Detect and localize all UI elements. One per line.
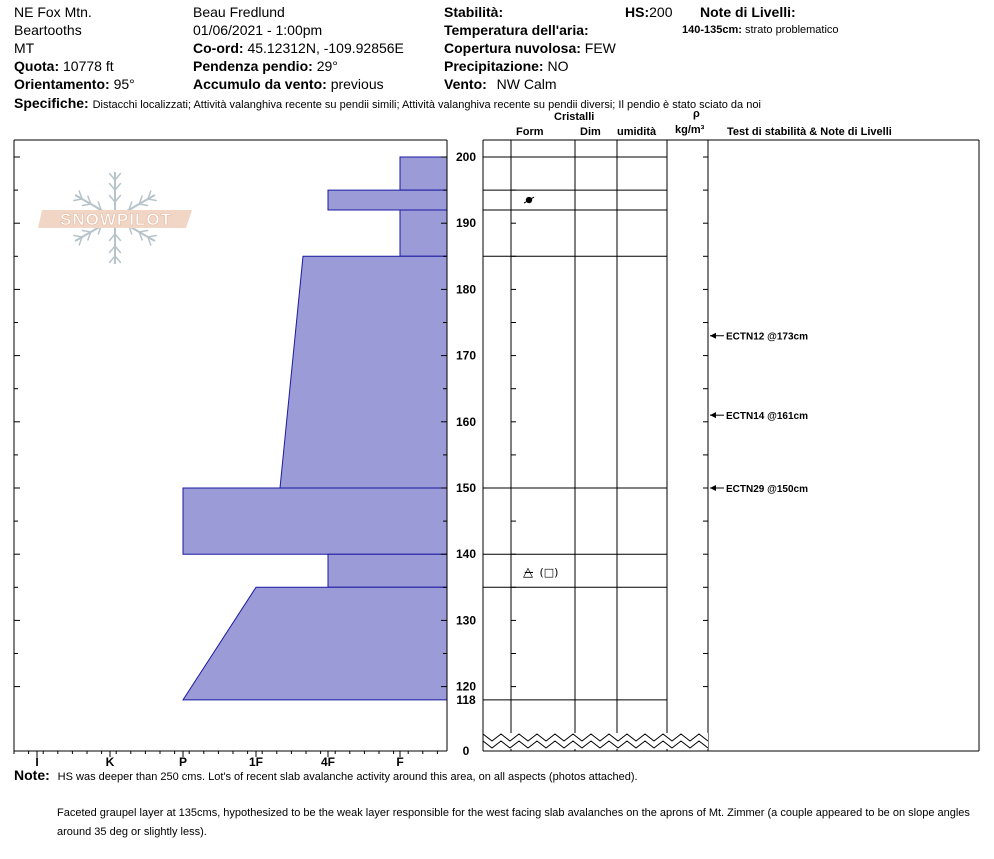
- hardness-layer-2: [400, 210, 447, 256]
- snowflake-branch: [73, 235, 82, 237]
- depth-label-190: 190: [455, 216, 477, 231]
- specifics-label: Specifiche:: [14, 95, 89, 111]
- coord-value: 45.12312N, -109.92856E: [247, 40, 404, 56]
- wind-label: Vento:: [444, 76, 487, 92]
- hardness-layer-6: [183, 587, 447, 700]
- stability-test-arrowhead: [710, 485, 716, 491]
- sky-value: FEW: [584, 40, 616, 56]
- hardness-layer-3: [280, 256, 447, 488]
- notes: [14, 767, 638, 784]
- depth-label-118: 118: [456, 692, 476, 707]
- hs-value: 200: [649, 4, 673, 20]
- date-time: 01/06/2021 - 1:00pm: [193, 22, 323, 38]
- aspect-label: Orientamento:: [14, 76, 110, 92]
- hardness-label-F: F: [396, 755, 404, 769]
- form-header: Form: [516, 126, 544, 138]
- wind-loading-value: previous: [330, 76, 384, 92]
- notes-line2: Faceted graupel layer at 135cms, hypothesized to be the weak layer responsible for the west facing slab avalanches on the aprons of Mt. Zimmer (a couple appeared to be on slope angles around 35 deg or slightly less).: [57, 807, 970, 838]
- stability-test-arrowhead: [710, 333, 716, 339]
- snowflake-branch: [73, 199, 82, 201]
- notes-line1: HS was deeper than 250 cms. Lot's of recent slab avalanche activity around this area, on all aspects (photos attached).: [57, 771, 638, 783]
- depth-label-160: 160: [455, 414, 477, 429]
- state: MT: [14, 40, 35, 56]
- rho-header: ρ: [693, 108, 700, 120]
- stability-test-label: ECTN29 @150cm: [726, 484, 809, 495]
- location-name: NE Fox Mtn.: [14, 4, 92, 20]
- snowflake-branch: [139, 204, 148, 206]
- precip-label: Precipitazione:: [444, 58, 544, 74]
- depth-label-120: 120: [455, 679, 477, 694]
- snowflake-branch: [139, 230, 148, 232]
- hardness-label-I: I: [35, 755, 39, 769]
- stability-test-label: ECTN14 @161cm: [726, 411, 809, 423]
- air-temp-label: Temperatura dell'aria:: [444, 22, 589, 38]
- hs-label: HS:: [625, 4, 650, 20]
- layer-notes-label: Note di Livelli:: [700, 4, 796, 20]
- crystal-table: [483, 140, 979, 751]
- depth-label-200: 200: [455, 150, 477, 164]
- dim-header: Dim: [580, 126, 601, 138]
- snowpilot-logo: [38, 172, 192, 264]
- density-unit-header: kg/m³: [675, 124, 705, 136]
- coord-label: Co-ord:: [193, 40, 244, 56]
- elevation-label: Quota:: [14, 58, 60, 74]
- hardness-layer-0: [400, 157, 447, 190]
- elevation-value: 10778 ft: [63, 58, 114, 74]
- layer-note-range: 140-135cm:: [682, 24, 742, 36]
- snowflake-branch: [82, 230, 91, 232]
- depth-label-170: 170: [455, 348, 477, 363]
- depth-label-150: 150: [455, 481, 477, 495]
- stability-label: Stabilità:: [444, 4, 504, 20]
- hardness-layer-5: [328, 554, 447, 587]
- mountain-range: Beartooths: [14, 22, 82, 38]
- notes-label: Note:: [14, 767, 50, 783]
- precip-value: NO: [547, 58, 569, 74]
- stability-test-label: ECTN12 @173cm: [726, 331, 809, 343]
- hardness-label-4F: 4F: [320, 755, 336, 769]
- snowflake-branch: [82, 204, 91, 206]
- secondary-crystal-symbol: (□): [539, 565, 559, 579]
- snowflake-branch: [148, 199, 157, 201]
- hardness-profile: [183, 157, 447, 700]
- observer-name: Beau Fredlund: [193, 4, 285, 20]
- hardness-label-P: P: [178, 755, 188, 769]
- stability-tests-header: Test di stabilità & Note di Livelli: [727, 126, 892, 138]
- depth-label-130: 130: [455, 613, 477, 628]
- logo-text: SNOWPILOT: [60, 210, 172, 229]
- moisture-header: umidità: [617, 126, 657, 138]
- crystals-header: Cristalli: [554, 111, 595, 123]
- hardness-layer-4: [183, 488, 447, 554]
- hardness-label-K: K: [105, 755, 115, 769]
- snowflake-branch: [148, 235, 157, 237]
- slope-value: 29°: [316, 58, 338, 74]
- depth-label-180: 180: [455, 282, 477, 297]
- depth-label-0: 0: [462, 744, 470, 758]
- stability-tests: [710, 332, 808, 495]
- depth-label-140: 140: [455, 547, 477, 562]
- sky-label: Copertura nuvolosa:: [444, 40, 581, 56]
- layer-note-text: strato problematico: [745, 24, 839, 36]
- wind-loading-label: Accumulo da vento:: [193, 76, 327, 92]
- specifics-text: Distacchi localizzati; Attività valanghiva recente su pendii simili; Attività valanghiva recente su pendii diversi; Il pendio è stato sciato da noi: [92, 99, 761, 111]
- slope-label: Pendenza pendio:: [193, 58, 313, 74]
- stability-test-arrowhead: [710, 412, 716, 418]
- faceted-graupel-symbol: △̶: [523, 564, 533, 580]
- aspect-value: 95°: [113, 76, 135, 92]
- hardness-layer-1: [328, 190, 447, 210]
- hardness-label-1F: 1F: [248, 755, 264, 769]
- wind-value: NW Calm: [496, 76, 557, 92]
